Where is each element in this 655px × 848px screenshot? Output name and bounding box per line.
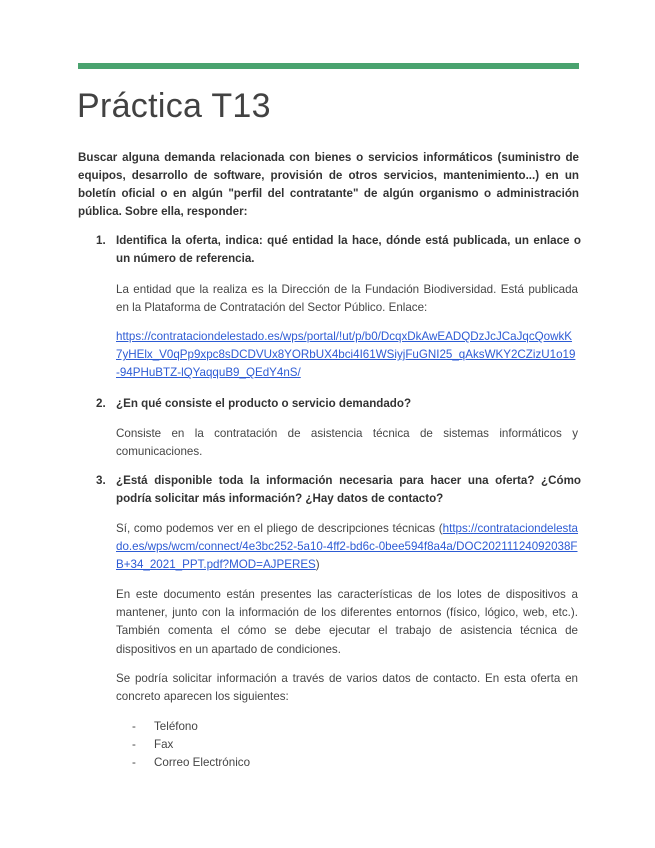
answer-3-paragraph-2: En este documento están presentes las características de los lotes de dispositivos a mantener, junto con la información de los diferentes entornos (físico, lógico, web, etc.). También comenta el cómo se debe ejecutar el trabajo de asistencia técnica de dispositivos en un apartado de condiciones.	[116, 588, 578, 656]
contact-label: Fax	[154, 738, 174, 751]
question-text: ¿Está disponible toda la información necesaria para hacer una oferta? ¿Cómo podría solicitar más información? ¿Hay datos de contacto?	[116, 474, 581, 505]
list-dash: -	[132, 720, 136, 733]
question-number: 1.	[96, 234, 106, 247]
question-3	[96, 472, 581, 508]
list-item	[132, 754, 250, 772]
answer-3-pre: Sí, como podemos ver en el pliego de descripciones técnicas (	[116, 522, 443, 535]
answer-1-text: La entidad que la realiza es la Dirección de la Fundación Biodiversidad. Está publicada en la Plataforma de Contratación del Sector Público. Enlace:	[116, 283, 578, 315]
offer-link[interactable]: https://contrataciondelestado.es/wps/portal/!ut/p/b0/DcqxDkAwEADQDzJcJCaJqcQowkK7yHElx_V0qPp9xpc8sDCDVUx8YORbUX4bci4I61WSiyjFuGNI25_qAksWKY2CZizU1o19-94PHuBTZ-lQYaqquB9_QEdY4nS/	[116, 330, 576, 380]
question-number: 2.	[96, 397, 106, 410]
title-accent-rule	[78, 63, 579, 69]
contact-label: Teléfono	[154, 720, 198, 733]
contact-label: Correo Electrónico	[154, 756, 251, 769]
list-dash: -	[132, 738, 136, 751]
answer-2-text: Consiste en la contratación de asistencia técnica de sistemas informáticos y comunicaciones.	[116, 427, 578, 459]
answer-3-paragraph-3: Se podría solicitar información a través de varios datos de contacto. En esta oferta en concreto aparecen los siguientes:	[116, 672, 578, 704]
answer-1-link-paragraph	[116, 328, 578, 383]
list-item	[132, 736, 250, 754]
question-1	[96, 232, 581, 268]
answer-3-post: )	[315, 558, 320, 572]
page-title: Práctica T13	[77, 87, 271, 125]
intro-paragraph: Buscar alguna demanda relacionada con bienes o servicios informáticos (suministro de equipos, desarrollo de software, provisión de otros servicios, mantenimiento...) en un boletín oficial o en algún "perfil del contratante" de algún organismo o administración pública. Sobre ella, responder:	[78, 151, 579, 218]
question-2	[96, 395, 581, 413]
list-item	[132, 718, 250, 736]
question-text: ¿En qué consiste el producto o servicio demandado?	[116, 397, 412, 410]
technical-specs-link[interactable]: https://contrataciondelestado.es/wps/wcm/connect/4e3bc252-5a10-4ff2-bd6c-0bee594f8a4a/DOC20211124092038FB+34_2021_PPT.pdf?MOD=AJPERES	[116, 522, 578, 572]
question-number: 3.	[96, 474, 106, 487]
list-dash: -	[132, 756, 136, 769]
contact-list	[132, 718, 250, 772]
question-text: Identifica la oferta, indica: qué entidad la hace, dónde está publicada, un enlace o un número de referencia.	[116, 234, 581, 265]
answer-3-text	[116, 520, 578, 575]
